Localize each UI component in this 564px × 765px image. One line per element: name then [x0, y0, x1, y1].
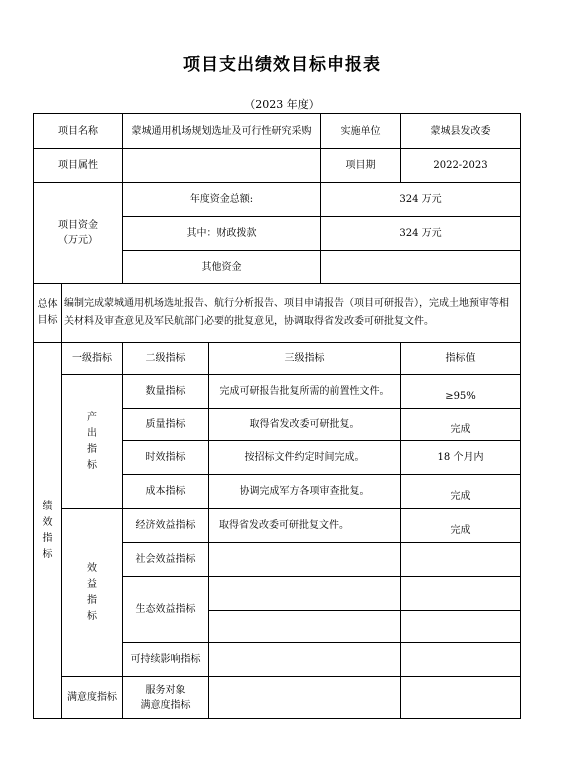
- indicator-name: 成本指标: [123, 475, 209, 509]
- page-title: 项目支出绩效目标申报表: [183, 55, 381, 75]
- indicator-row: [34, 375, 521, 409]
- indicator-value: [401, 643, 521, 677]
- header-level1: 一级指标: [62, 343, 123, 375]
- year-label: （2023 年度）: [244, 98, 320, 111]
- funds-fiscal-value: 324 万元: [321, 217, 521, 251]
- indicator-desc: [209, 577, 401, 611]
- indicator-value: 完成: [401, 509, 521, 543]
- indicator-desc: 取得省发改委可研批复。: [209, 409, 401, 441]
- funds-label: 项目资金 （万元）: [34, 183, 123, 284]
- indicator-name: 经济效益指标: [123, 509, 209, 543]
- funds-total-row: [34, 183, 521, 217]
- indicator-value-extra: [401, 611, 521, 643]
- project-name-row: [34, 114, 521, 149]
- implementing-unit-label: 实施单位: [321, 114, 401, 149]
- performance-indicator-label-text: 绩效指标: [42, 500, 53, 560]
- project-period-label: 项目期: [321, 149, 401, 183]
- project-attr-row: [34, 149, 521, 183]
- indicator-desc: 按招标文件约定时间完成。: [209, 441, 401, 475]
- indicator-desc: 完成可研报告批复所需的前置性文件。: [209, 375, 401, 409]
- funds-other-label: 其他资金: [123, 251, 321, 284]
- indicator-header-row: [34, 343, 521, 375]
- indicator-name: 质量指标: [123, 409, 209, 441]
- indicator-row: [34, 509, 521, 543]
- output-indicator-label-text: 产出指标: [87, 411, 97, 471]
- project-attr-value: [123, 149, 321, 183]
- indicator-value: 完成: [401, 409, 521, 441]
- overall-goal-label-text: 总体目标: [37, 299, 58, 326]
- funds-fiscal-label: 其中：财政拨款: [123, 217, 321, 251]
- project-attr-label: 项目属性: [34, 149, 123, 183]
- indicator-value: 完成: [401, 475, 521, 509]
- benefit-indicator-label-text: 效益指标: [87, 562, 97, 622]
- indicator-name: 时效指标: [123, 441, 209, 475]
- header-level2: 二级指标: [123, 343, 209, 375]
- indicator-name: 社会效益指标: [123, 543, 209, 577]
- indicator-value: 18 个月内: [401, 441, 521, 475]
- indicator-desc: [209, 543, 401, 577]
- indicator-name: 生态效益指标: [123, 577, 209, 643]
- funds-other-value: [321, 251, 521, 284]
- performance-table: [33, 113, 521, 719]
- output-indicator-label: [62, 375, 123, 509]
- satisfaction-value: [401, 677, 521, 719]
- project-period-value: 2022-2023: [401, 149, 521, 183]
- satisfaction-row: [34, 677, 521, 719]
- implementing-unit-value: 蒙城县发改委: [401, 114, 521, 149]
- indicator-desc: [209, 643, 401, 677]
- overall-goal-row: [34, 284, 521, 343]
- indicator-value: ≥95%: [401, 375, 521, 409]
- satisfaction-desc: [209, 677, 401, 719]
- overall-goal-label: [34, 284, 62, 343]
- indicator-desc: 取得省发改委可研批复文件。: [209, 509, 401, 543]
- indicator-value: [401, 543, 521, 577]
- header-value: 指标值: [401, 343, 521, 375]
- overall-goal-text: 编制完成蒙城通用机场选址报告、航行分析报告、项目申请报告（项目可研报告），完成土地预审等相关材料及审查意见及军民航部门必要的批复意见，协调取得省发改委可研批复文件。: [62, 284, 521, 343]
- satisfaction-indicator-label: 满意度指标: [62, 677, 123, 719]
- benefit-indicator-label: [62, 509, 123, 677]
- indicator-value: [401, 577, 521, 611]
- satisfaction-name: 服务对象 满意度指标: [123, 677, 209, 719]
- indicator-desc: 协调完成军方各项审查批复。: [209, 475, 401, 509]
- project-name-value: 蒙城通用机场规划选址及可行性研究采购: [123, 114, 321, 149]
- funds-total-value: 324 万元: [321, 183, 521, 217]
- funds-total-label: 年度资金总额:: [123, 183, 321, 217]
- project-name-label: 项目名称: [34, 114, 123, 149]
- indicator-name: 数量指标: [123, 375, 209, 409]
- indicator-desc-extra: [209, 611, 401, 643]
- indicator-name: 可持续影响指标: [123, 643, 209, 677]
- performance-indicator-label: [34, 343, 62, 719]
- header-level3: 三级指标: [209, 343, 401, 375]
